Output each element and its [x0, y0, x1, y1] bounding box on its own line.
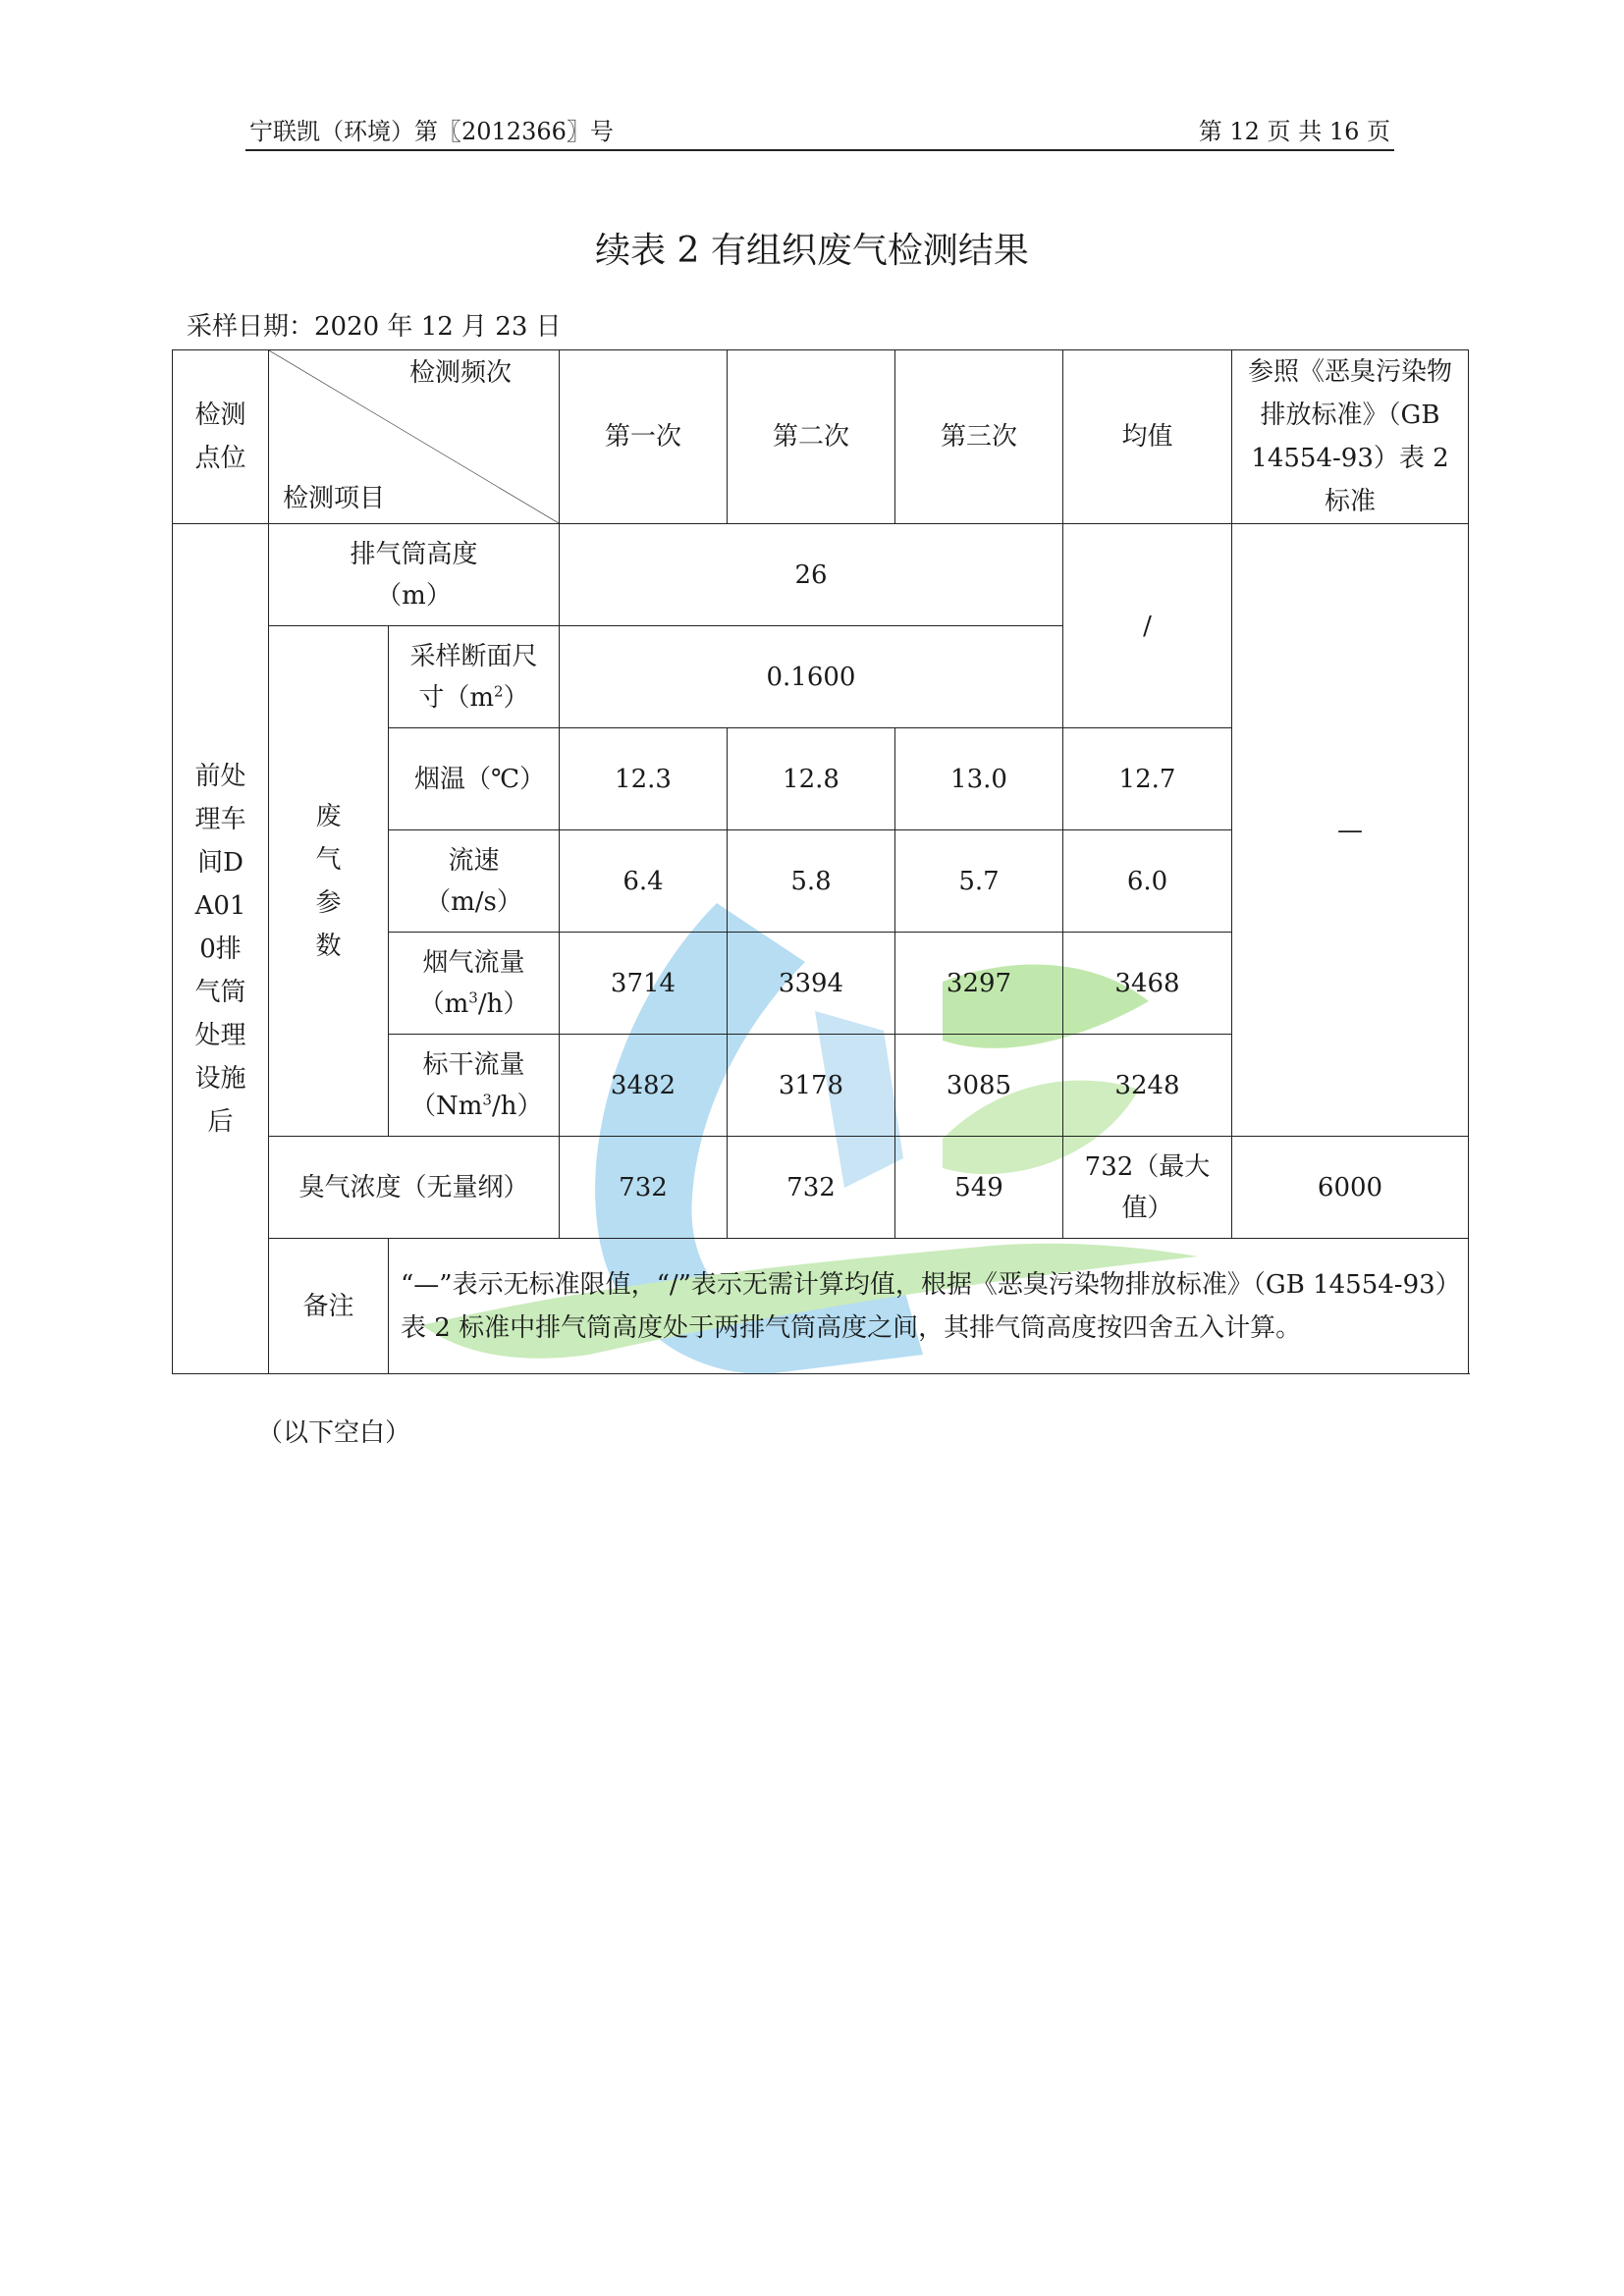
remark-label: 备注 — [269, 1239, 389, 1374]
table-row — [173, 524, 1469, 626]
dry-flow-label-tail: /h） — [491, 1091, 543, 1121]
odor-v1: 732 — [560, 1137, 728, 1239]
section-area-tail: ） — [503, 682, 529, 713]
temp-v2: 12.8 — [728, 728, 895, 830]
sampling-date: 采样日期：2020 年 12 月 23 日 — [187, 312, 562, 342]
velocity-label: 流速（m/s） — [389, 830, 560, 933]
document-number: 宁联凯（环境）第〖2012366〗号 — [249, 118, 614, 145]
remark-row — [173, 1239, 1469, 1374]
odor-v3: 549 — [895, 1137, 1063, 1239]
velocity-v3: 5.7 — [895, 830, 1063, 933]
remark-text: “—”表示无标准限值，“/”表示无需计算均值，根据《恶臭污染物排放标准》（GB 14554-93）表 2 标准中排气筒高度处于两排气筒高度之间，其排气筒高度按四舍五入计算。 — [389, 1239, 1469, 1374]
velocity-v1: 6.4 — [560, 830, 728, 933]
dry-flow-label-sup: 3 — [482, 1090, 492, 1108]
table-row — [173, 1137, 1469, 1239]
standard-dash-cell: — — [1232, 524, 1469, 1137]
col-first-header: 第一次 — [560, 350, 728, 524]
blank-notice: （以下空白） — [257, 1418, 411, 1448]
temp-v3: 13.0 — [895, 728, 1063, 830]
stack-height-value: 26 — [560, 524, 1063, 626]
temp-label: 烟温（℃） — [389, 728, 560, 830]
results-table — [172, 349, 1469, 1374]
temp-avg: 12.7 — [1063, 728, 1232, 830]
corner-frequency-label: 检测频次 — [408, 358, 512, 388]
avg-slash-cell: / — [1063, 524, 1232, 728]
flow-avg: 3468 — [1063, 933, 1232, 1035]
page-header — [245, 114, 1394, 151]
flow-label-sup: 3 — [468, 988, 478, 1006]
odor-avg: 732（最大值） — [1063, 1137, 1232, 1239]
col-second-header: 第二次 — [728, 350, 895, 524]
dry-flow-avg: 3248 — [1063, 1035, 1232, 1137]
location-cell: 前处理车间DA010排气筒处理设施后 — [173, 524, 269, 1374]
corner-header — [269, 350, 560, 524]
page-title: 续表 2 有组织废气检测结果 — [595, 231, 1029, 271]
odor-standard: 6000 — [1232, 1137, 1469, 1239]
velocity-avg: 6.0 — [1063, 830, 1232, 933]
flow-v2: 3394 — [728, 933, 895, 1035]
dry-flow-v1: 3482 — [560, 1035, 728, 1137]
dry-flow-v2: 3178 — [728, 1035, 895, 1137]
section-area-label — [389, 626, 560, 728]
flow-v1: 3714 — [560, 933, 728, 1035]
section-area-value: 0.1600 — [560, 626, 1063, 728]
dry-flow-label-text: 标干流量（Nm — [410, 1049, 525, 1121]
section-area-sup: 2 — [494, 681, 504, 700]
odor-v2: 732 — [728, 1137, 895, 1239]
group-label-cell: 废气参数 — [269, 626, 389, 1137]
corner-item-label: 检测项目 — [283, 484, 386, 513]
col-avg-header: 均值 — [1063, 350, 1232, 524]
flow-label-tail: /h） — [477, 988, 529, 1019]
dry-flow-label — [389, 1035, 560, 1137]
section-area-text: 采样断面尺寸（m — [409, 641, 538, 713]
flow-v3: 3297 — [895, 933, 1063, 1035]
odor-label: 臭气浓度（无量纲） — [269, 1137, 560, 1239]
velocity-v2: 5.8 — [728, 830, 895, 933]
dry-flow-v3: 3085 — [895, 1035, 1063, 1137]
col-third-header: 第三次 — [895, 350, 1063, 524]
temp-v1: 12.3 — [560, 728, 728, 830]
stack-height-label: 排气筒高度（m） — [269, 524, 560, 626]
col-standard-header: 参照《恶臭污染物排放标准》（GB 14554-93）表 2 标准 — [1232, 350, 1469, 524]
flow-label-text: 烟气流量（m — [418, 947, 525, 1019]
page-info: 第 12 页 共 16 页 — [1198, 118, 1390, 145]
col-point-header: 检测点位 — [173, 350, 269, 524]
flow-label — [389, 933, 560, 1035]
table-header-row — [173, 350, 1469, 524]
